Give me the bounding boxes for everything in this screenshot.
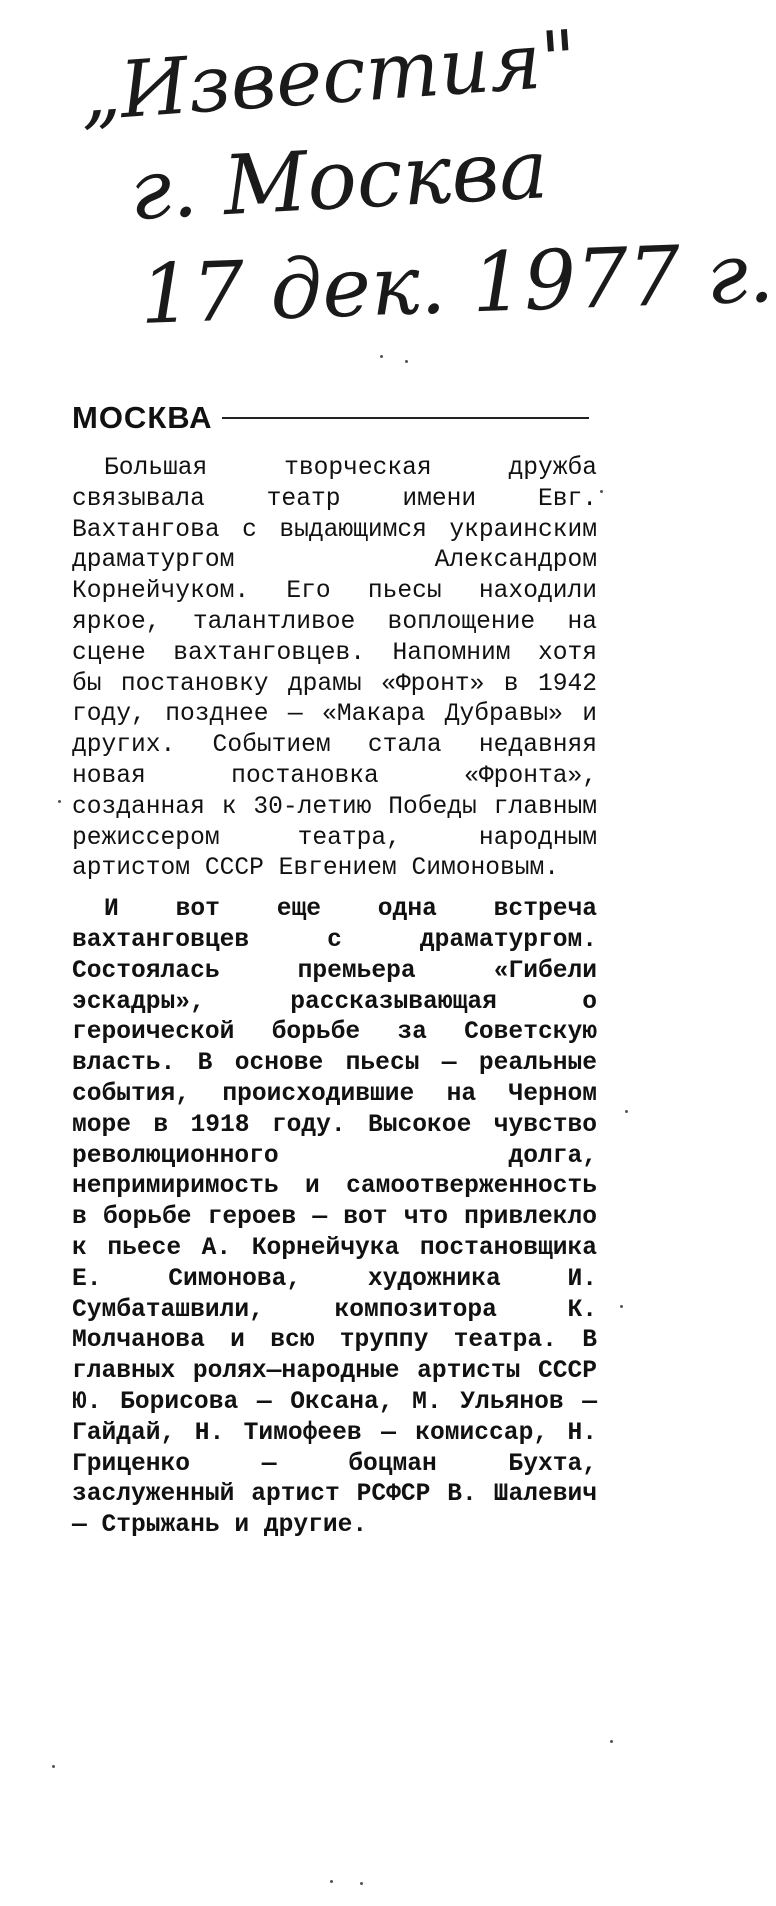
article-heading-row xyxy=(72,400,597,436)
print-speck xyxy=(620,1305,623,1308)
print-speck xyxy=(330,1880,333,1883)
handwritten-source: „Известия" xyxy=(76,14,580,139)
article-heading: МОСКВА xyxy=(72,400,213,435)
article-paragraph-1: Большая творческая дружба связывала театр имени Евг. Вахтангова с выдающимся украинским драматургом Александром Корнейчуком. Его пьесы находили яркое, талантливое воплощение на сцене вахтанговцев. Напомним хотя бы постановку драмы «Фронт» в 1942 году, позднее — «Макара Дубравы» и других. Событием стала недавняя новая постановка «Фронта», созданная к 30-летию Победы главным режиссером театра, народным артистом СССР Евгением Симоновым. xyxy=(72,455,597,883)
print-speck xyxy=(58,800,61,803)
article-paragraph-2: И вот еще одна встреча вахтанговцев с драматургом. Состоялась премьера «Гибели эскадры», рассказывающая о героической борьбе за Советскую власть. В основе пьесы — реальные события, происходившие на Черном море в 1918 году. Высокое чувство революционного долга, непримиримость и самоотверженность в борьбе героев — вот что привлекло к пьесе А. Корнейчука постановщика Е. Симонова, художника И. Сумбаташвили, композитора К. Молчанова и всю труппу театра. В главных ролях—народные артисты СССР Ю. Борисова — Оксана, М. Ульянов — Гайдай, Н. Тимофеев — комиссар, Н. Гриценко — боцман Бухта, заслуженный артист РСФСР В. Шалевич — Стрыжань и другие. xyxy=(72,896,597,1540)
print-speck xyxy=(380,355,383,358)
handwritten-date: 17 дек. 1977 г. xyxy=(138,225,776,343)
print-speck xyxy=(405,360,408,363)
print-speck xyxy=(52,1765,55,1768)
print-speck xyxy=(610,1740,613,1743)
heading-rule xyxy=(222,417,589,419)
print-speck xyxy=(360,1882,363,1885)
print-speck xyxy=(625,1110,628,1113)
print-speck xyxy=(600,490,603,493)
handwritten-city: г. Москва xyxy=(127,122,551,239)
news-article xyxy=(72,400,597,1542)
handwritten-annotation xyxy=(60,14,776,343)
